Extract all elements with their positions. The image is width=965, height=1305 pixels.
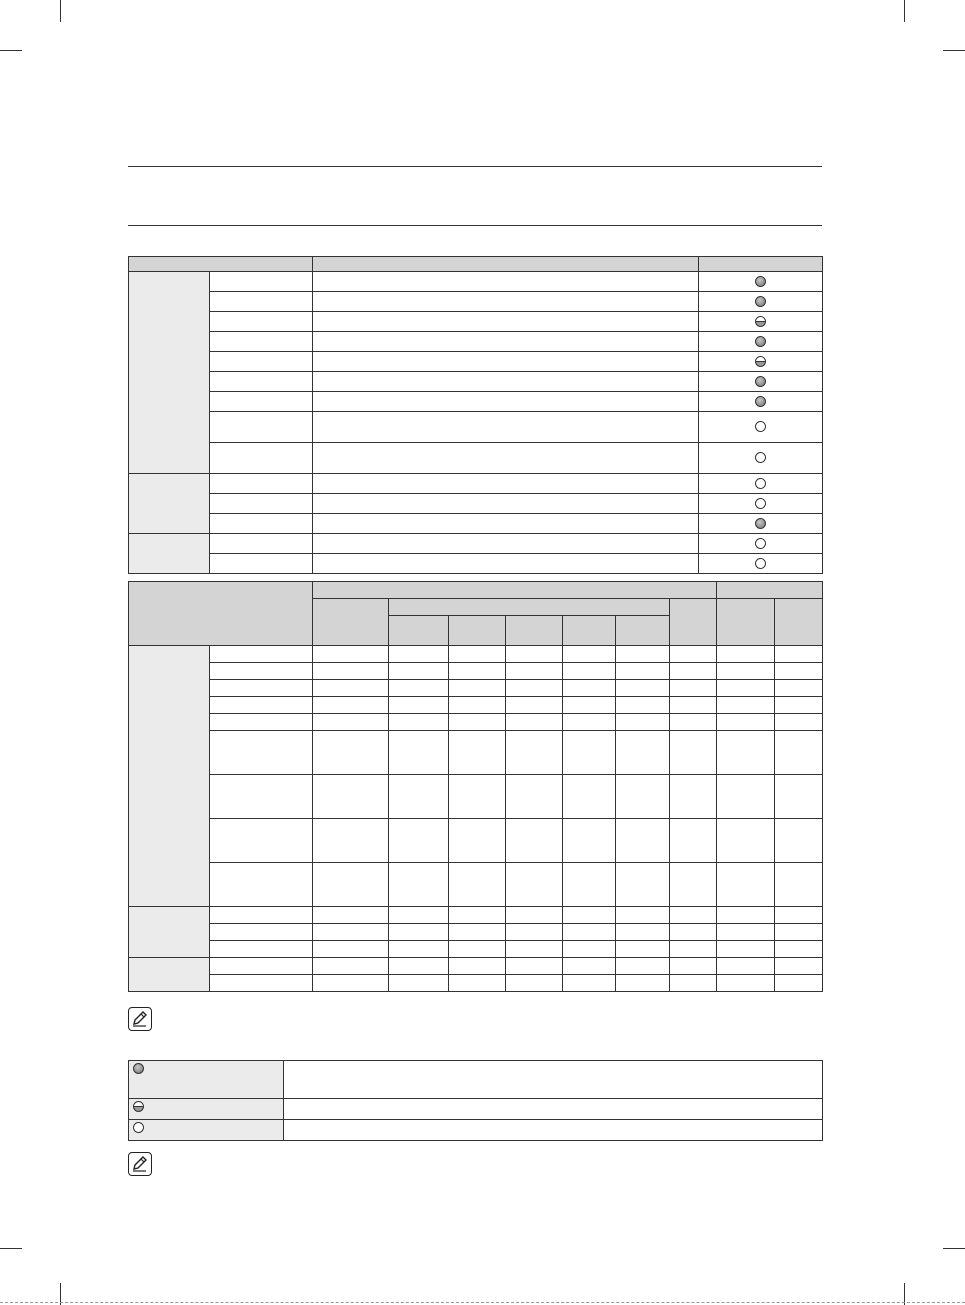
- section-title: [128, 176, 822, 216]
- value-cell: [389, 924, 449, 941]
- value-cell: [313, 646, 389, 663]
- value-cell: [389, 863, 449, 907]
- item-cell: [210, 554, 313, 574]
- value-cell: [775, 924, 823, 941]
- table-row: [129, 731, 823, 775]
- value-cell: [449, 819, 506, 863]
- value-cell: [670, 680, 717, 697]
- value-cell: [717, 958, 775, 975]
- spec-table-header-sub-1: [389, 616, 449, 646]
- item-cell: [210, 731, 313, 775]
- table-row: [129, 680, 823, 697]
- empty-circle-icon: [755, 421, 766, 432]
- table-row: [129, 924, 823, 941]
- note-pencil-icon: [128, 1007, 152, 1031]
- value-cell: [616, 819, 670, 863]
- value-cell: [313, 924, 389, 941]
- table-row: [129, 819, 823, 863]
- item-cell: [210, 392, 313, 412]
- crop-mark-bottom-left-h: [0, 1248, 22, 1249]
- value-cell: [616, 775, 670, 819]
- value-cell: [563, 663, 616, 680]
- value-cell: [616, 863, 670, 907]
- storage-table-header-description: [313, 257, 699, 272]
- table-row: [129, 907, 823, 924]
- value-cell: [775, 697, 823, 714]
- item-cell: [210, 272, 313, 292]
- value-cell: [616, 663, 670, 680]
- value-cell: [506, 680, 563, 697]
- value-cell: [389, 714, 449, 731]
- item-cell: [210, 697, 313, 714]
- storage-table-header-row: [129, 257, 823, 272]
- table-row: [129, 714, 823, 731]
- rating-cell: [699, 392, 823, 412]
- value-cell: [313, 819, 389, 863]
- value-cell: [717, 775, 775, 819]
- value-cell: [616, 731, 670, 775]
- storage-table-header-rating: [699, 257, 823, 272]
- description-cell: [313, 332, 699, 352]
- legend-key-half: [129, 1099, 284, 1120]
- spec-table-header-sub-5: [616, 616, 670, 646]
- value-cell: [717, 731, 775, 775]
- trim-dash-line: [0, 1302, 965, 1303]
- value-cell: [670, 714, 717, 731]
- value-cell: [563, 907, 616, 924]
- description-cell: [313, 554, 699, 574]
- item-cell: [210, 474, 313, 494]
- rating-cell: [699, 514, 823, 534]
- value-cell: [717, 663, 775, 680]
- crop-mark-bottom-right-h: [943, 1248, 965, 1249]
- rating-cell: [699, 352, 823, 372]
- full-circle-icon: [755, 296, 766, 307]
- half-circle-icon: [755, 316, 766, 327]
- value-cell: [717, 680, 775, 697]
- value-cell: [389, 941, 449, 958]
- rating-cell: [699, 312, 823, 332]
- rating-cell: [699, 494, 823, 514]
- value-cell: [449, 646, 506, 663]
- rating-cell: [699, 292, 823, 312]
- spec-table-header-item: [129, 582, 313, 646]
- full-circle-icon: [755, 276, 766, 287]
- category-cell: [129, 534, 210, 574]
- storage-table: [128, 256, 823, 574]
- spec-table-header-group-b: [717, 582, 823, 599]
- crop-mark-top-left-v: [60, 0, 61, 22]
- value-cell: [506, 924, 563, 941]
- item-cell: [210, 680, 313, 697]
- spec-table-header-col-a1: [313, 599, 389, 646]
- table-row: [129, 697, 823, 714]
- table-row: [129, 372, 823, 392]
- description-cell: [313, 494, 699, 514]
- description-cell: [313, 474, 699, 494]
- item-cell: [210, 514, 313, 534]
- table-row: [129, 312, 823, 332]
- value-cell: [563, 819, 616, 863]
- value-cell: [313, 941, 389, 958]
- value-cell: [563, 863, 616, 907]
- value-cell: [775, 731, 823, 775]
- legend-key-empty: [129, 1120, 284, 1141]
- value-cell: [616, 941, 670, 958]
- spec-table-header-col-a7: [670, 599, 717, 646]
- value-cell: [563, 714, 616, 731]
- value-cell: [616, 697, 670, 714]
- value-cell: [449, 975, 506, 992]
- table-row: [129, 494, 823, 514]
- value-cell: [717, 646, 775, 663]
- description-cell: [313, 272, 699, 292]
- table-row: [129, 474, 823, 494]
- spec-table-header-sub-3: [506, 616, 563, 646]
- value-cell: [775, 958, 823, 975]
- value-cell: [313, 958, 389, 975]
- value-cell: [506, 663, 563, 680]
- legend-row-full: [129, 1061, 823, 1099]
- value-cell: [313, 975, 389, 992]
- description-cell: [313, 412, 699, 443]
- value-cell: [506, 907, 563, 924]
- value-cell: [313, 863, 389, 907]
- value-cell: [670, 907, 717, 924]
- table-row: [129, 272, 823, 292]
- value-cell: [449, 863, 506, 907]
- empty-circle-icon: [755, 538, 766, 549]
- table-row: [129, 412, 823, 443]
- value-cell: [563, 646, 616, 663]
- empty-circle-icon: [133, 1122, 144, 1133]
- description-cell: [313, 514, 699, 534]
- value-cell: [717, 941, 775, 958]
- value-cell: [775, 663, 823, 680]
- value-cell: [717, 697, 775, 714]
- description-cell: [313, 443, 699, 474]
- item-cell: [210, 975, 313, 992]
- value-cell: [389, 775, 449, 819]
- rating-cell: [699, 554, 823, 574]
- value-cell: [506, 941, 563, 958]
- half-circle-icon: [755, 356, 766, 367]
- table-row: [129, 332, 823, 352]
- category-cell: [129, 958, 210, 992]
- value-cell: [670, 697, 717, 714]
- item-cell: [210, 534, 313, 554]
- value-cell: [670, 819, 717, 863]
- full-circle-icon: [755, 376, 766, 387]
- value-cell: [616, 646, 670, 663]
- value-cell: [449, 714, 506, 731]
- value-cell: [670, 924, 717, 941]
- spec-table-header-col-b1: [717, 599, 775, 646]
- value-cell: [313, 680, 389, 697]
- value-cell: [670, 941, 717, 958]
- value-cell: [389, 975, 449, 992]
- value-cell: [506, 958, 563, 975]
- empty-circle-icon: [755, 498, 766, 509]
- value-cell: [717, 907, 775, 924]
- value-cell: [389, 646, 449, 663]
- value-cell: [506, 697, 563, 714]
- value-cell: [506, 731, 563, 775]
- spec-table-header-sub-2: [449, 616, 506, 646]
- full-circle-icon: [755, 518, 766, 529]
- value-cell: [449, 907, 506, 924]
- value-cell: [449, 731, 506, 775]
- value-cell: [717, 863, 775, 907]
- header-rule-bottom: [128, 225, 822, 226]
- value-cell: [775, 819, 823, 863]
- item-cell: [210, 332, 313, 352]
- legend-text-full: [284, 1061, 823, 1099]
- table-row: [129, 443, 823, 474]
- value-cell: [616, 714, 670, 731]
- table-row: [129, 554, 823, 574]
- legend-row-half: [129, 1099, 823, 1120]
- value-cell: [775, 646, 823, 663]
- table-row: [129, 392, 823, 412]
- table-row: [129, 646, 823, 663]
- value-cell: [563, 958, 616, 975]
- description-cell: [313, 392, 699, 412]
- value-cell: [775, 907, 823, 924]
- spec-table: [128, 581, 823, 992]
- value-cell: [563, 775, 616, 819]
- description-cell: [313, 312, 699, 332]
- rating-cell: [699, 534, 823, 554]
- description-cell: [313, 534, 699, 554]
- legend-text-empty: [284, 1120, 823, 1141]
- value-cell: [506, 863, 563, 907]
- spec-table-header-col-b2: [775, 599, 823, 646]
- empty-circle-icon: [755, 478, 766, 489]
- value-cell: [313, 775, 389, 819]
- category-cell: [129, 907, 210, 958]
- value-cell: [670, 958, 717, 975]
- value-cell: [616, 975, 670, 992]
- value-cell: [775, 975, 823, 992]
- item-cell: [210, 443, 313, 474]
- value-cell: [449, 924, 506, 941]
- value-cell: [389, 907, 449, 924]
- value-cell: [670, 731, 717, 775]
- value-cell: [313, 714, 389, 731]
- value-cell: [717, 819, 775, 863]
- item-cell: [210, 412, 313, 443]
- value-cell: [616, 907, 670, 924]
- value-cell: [670, 863, 717, 907]
- full-circle-icon: [755, 396, 766, 407]
- full-circle-icon: [133, 1063, 144, 1074]
- value-cell: [389, 819, 449, 863]
- category-cell: [129, 646, 210, 907]
- empty-circle-icon: [755, 452, 766, 463]
- rating-cell: [699, 412, 823, 443]
- value-cell: [616, 958, 670, 975]
- item-cell: [210, 819, 313, 863]
- crop-mark-top-right-h: [943, 50, 965, 51]
- description-cell: [313, 352, 699, 372]
- value-cell: [506, 775, 563, 819]
- table-row: [129, 663, 823, 680]
- value-cell: [717, 714, 775, 731]
- value-cell: [775, 863, 823, 907]
- table-row: [129, 941, 823, 958]
- table-row: [129, 514, 823, 534]
- value-cell: [449, 697, 506, 714]
- spec-table-header-sub-4: [563, 616, 616, 646]
- rating-cell: [699, 474, 823, 494]
- spec-table-header-row-1: [129, 582, 823, 599]
- item-cell: [210, 775, 313, 819]
- value-cell: [313, 663, 389, 680]
- value-cell: [389, 958, 449, 975]
- value-cell: [389, 663, 449, 680]
- value-cell: [563, 697, 616, 714]
- value-cell: [670, 775, 717, 819]
- value-cell: [717, 924, 775, 941]
- header-rule-top: [128, 166, 822, 167]
- category-cell: [129, 474, 210, 534]
- value-cell: [775, 714, 823, 731]
- item-cell: [210, 941, 313, 958]
- value-cell: [563, 731, 616, 775]
- description-cell: [313, 292, 699, 312]
- item-cell: [210, 372, 313, 392]
- item-cell: [210, 958, 313, 975]
- value-cell: [506, 819, 563, 863]
- value-cell: [313, 697, 389, 714]
- value-cell: [449, 680, 506, 697]
- table-row: [129, 958, 823, 975]
- item-cell: [210, 352, 313, 372]
- value-cell: [670, 975, 717, 992]
- legend-row-empty: [129, 1120, 823, 1141]
- item-cell: [210, 494, 313, 514]
- value-cell: [313, 907, 389, 924]
- crop-mark-top-right-v: [904, 0, 905, 22]
- value-cell: [670, 646, 717, 663]
- table-row: [129, 292, 823, 312]
- item-cell: [210, 924, 313, 941]
- half-circle-icon: [133, 1101, 144, 1112]
- value-cell: [563, 680, 616, 697]
- value-cell: [313, 731, 389, 775]
- table-row: [129, 863, 823, 907]
- value-cell: [506, 714, 563, 731]
- value-cell: [389, 680, 449, 697]
- value-cell: [506, 646, 563, 663]
- legend-key-full: [129, 1061, 284, 1099]
- item-cell: [210, 312, 313, 332]
- value-cell: [506, 975, 563, 992]
- value-cell: [563, 975, 616, 992]
- table-row: [129, 775, 823, 819]
- value-cell: [389, 697, 449, 714]
- category-cell: [129, 272, 210, 474]
- value-cell: [449, 663, 506, 680]
- item-cell: [210, 292, 313, 312]
- spec-table-header-subgroup: [389, 599, 670, 616]
- table-row: [129, 975, 823, 992]
- value-cell: [775, 775, 823, 819]
- value-cell: [616, 924, 670, 941]
- legend-text-half: [284, 1099, 823, 1120]
- spec-table-header-group-a: [313, 582, 717, 599]
- item-cell: [210, 907, 313, 924]
- note-pencil-icon: [128, 1152, 152, 1176]
- value-cell: [449, 775, 506, 819]
- value-cell: [775, 941, 823, 958]
- crop-mark-top-left-h: [0, 50, 22, 51]
- table-row: [129, 352, 823, 372]
- value-cell: [563, 941, 616, 958]
- full-circle-icon: [755, 336, 766, 347]
- description-cell: [313, 372, 699, 392]
- item-cell: [210, 863, 313, 907]
- value-cell: [670, 663, 717, 680]
- value-cell: [717, 975, 775, 992]
- value-cell: [449, 941, 506, 958]
- value-cell: [449, 958, 506, 975]
- storage-table-header-item: [129, 257, 313, 272]
- table-row: [129, 534, 823, 554]
- rating-cell: [699, 272, 823, 292]
- rating-cell: [699, 372, 823, 392]
- item-cell: [210, 646, 313, 663]
- rating-cell: [699, 332, 823, 352]
- legend-table: [128, 1060, 823, 1141]
- empty-circle-icon: [755, 558, 766, 569]
- item-cell: [210, 714, 313, 731]
- value-cell: [563, 924, 616, 941]
- value-cell: [616, 680, 670, 697]
- value-cell: [775, 680, 823, 697]
- item-cell: [210, 663, 313, 680]
- rating-cell: [699, 443, 823, 474]
- value-cell: [389, 731, 449, 775]
